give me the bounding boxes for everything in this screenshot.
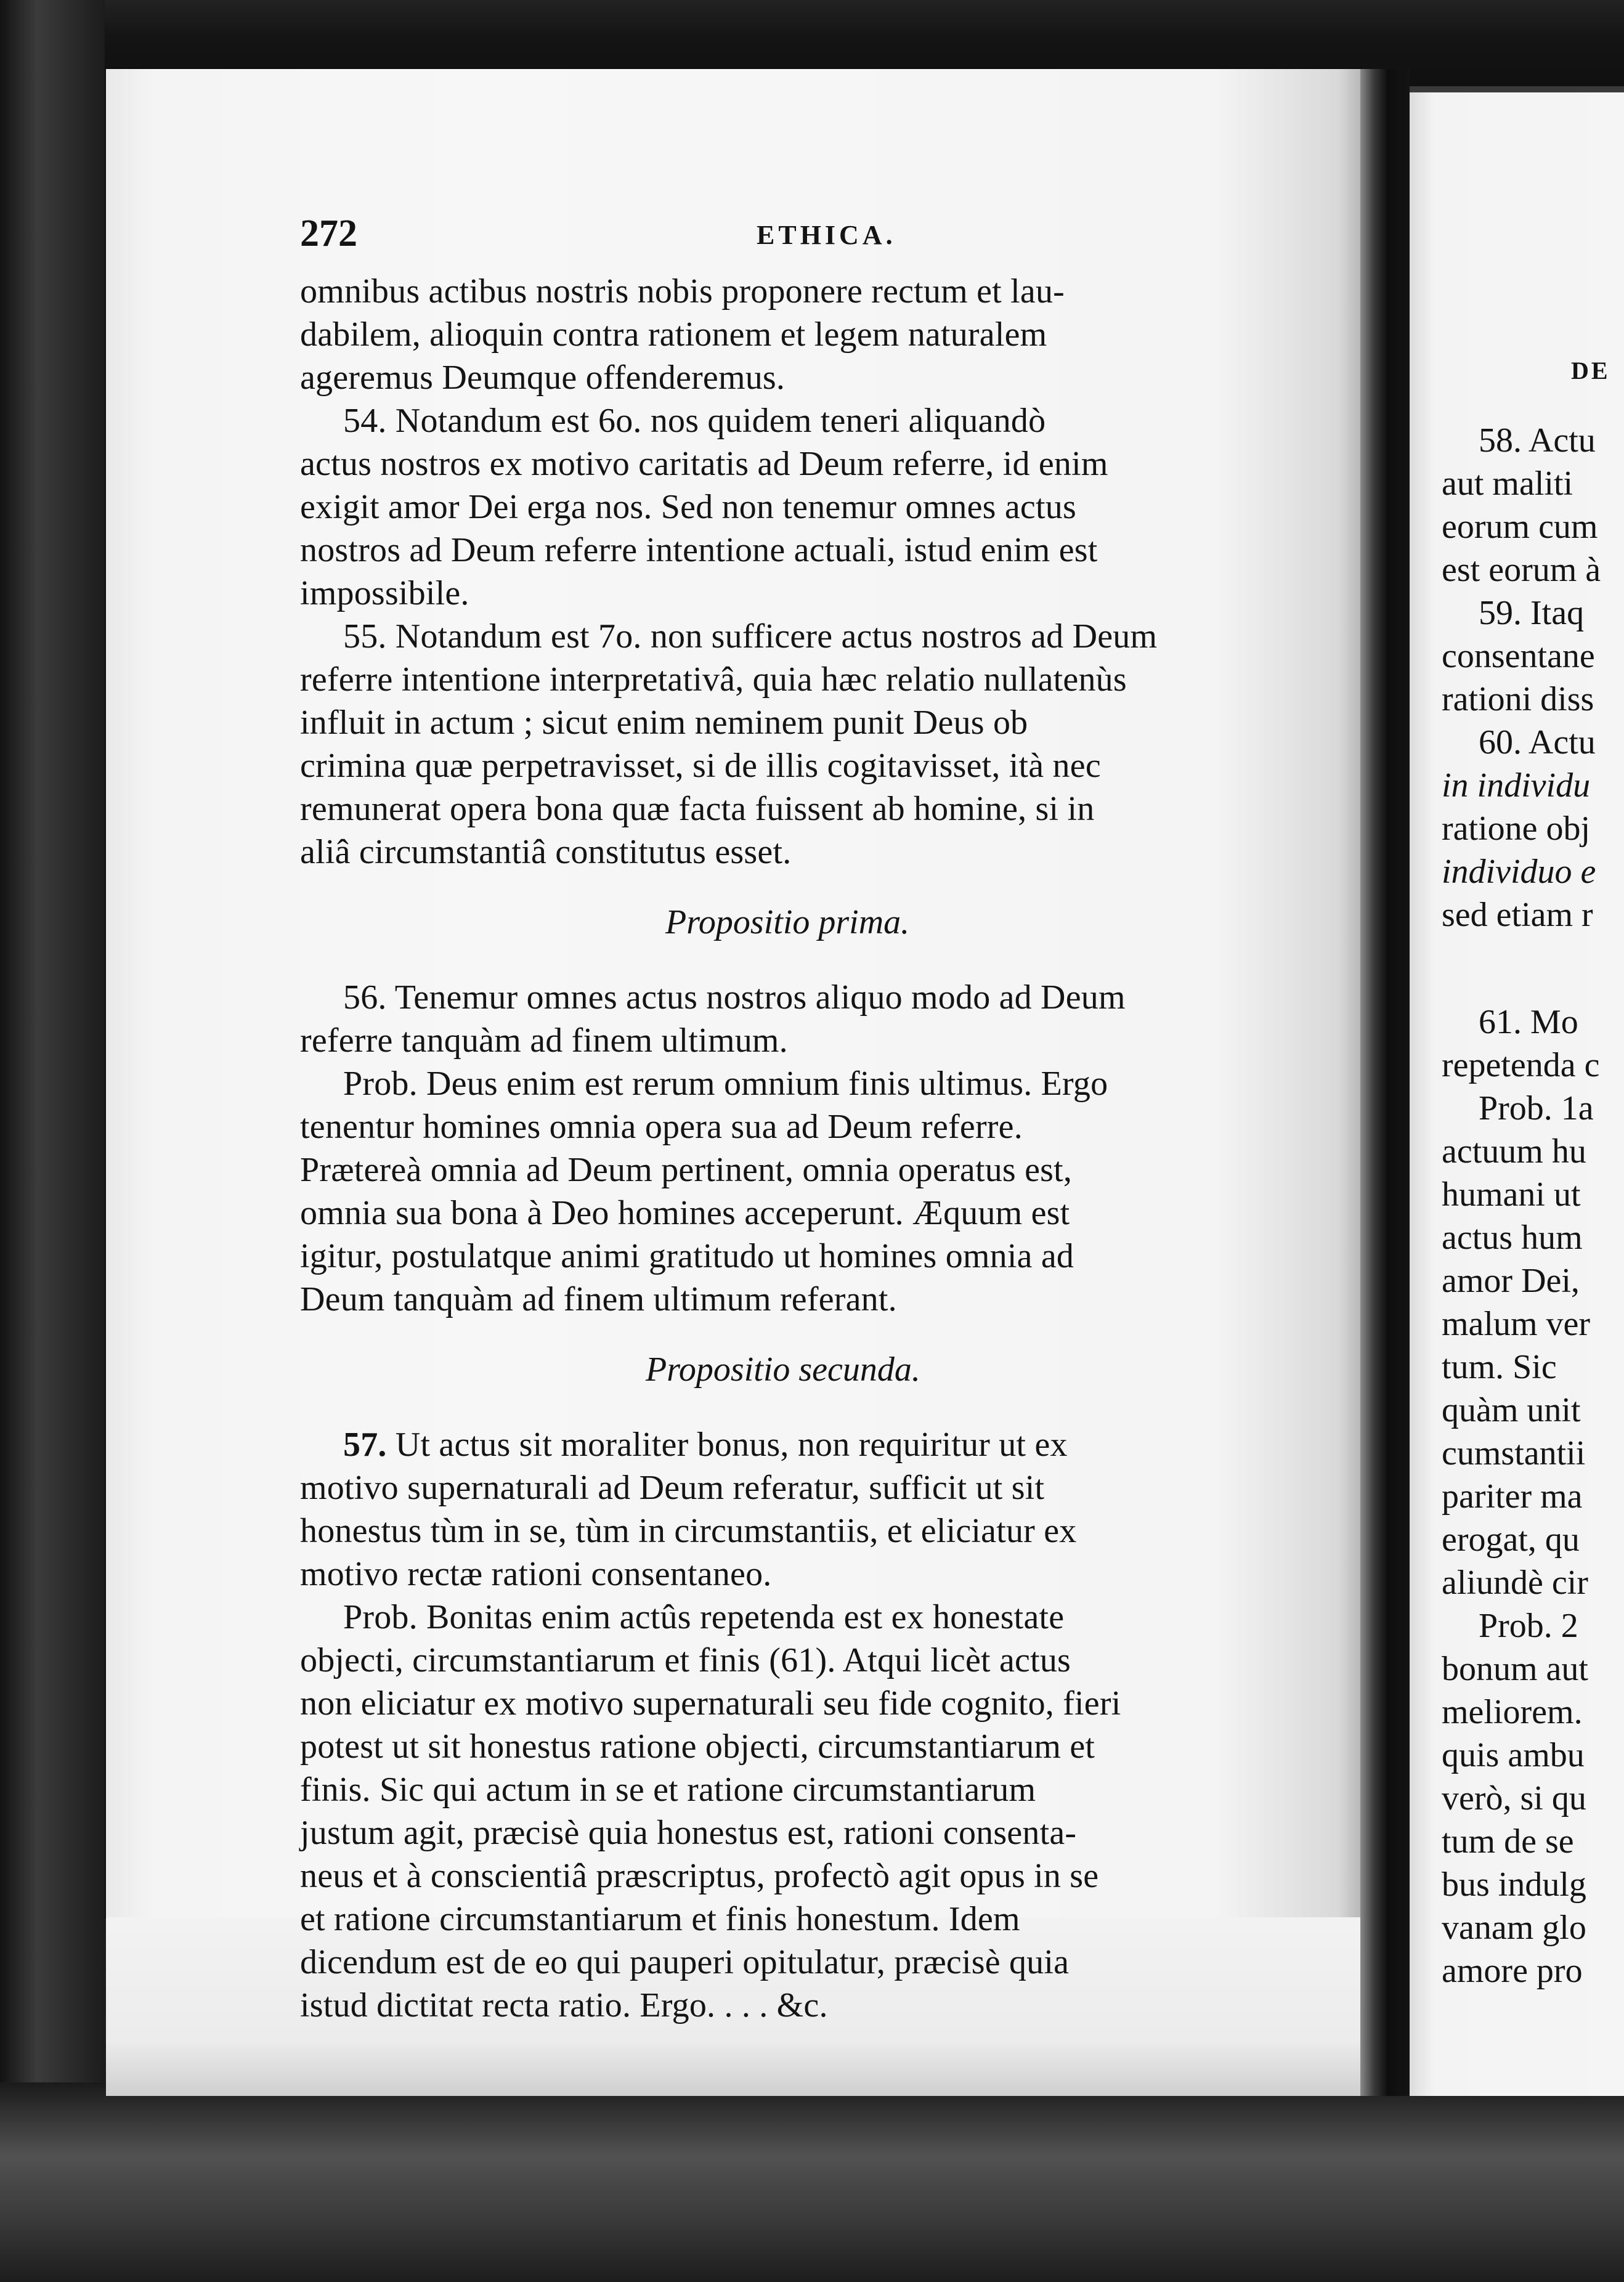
text-line: amor Dei, (1442, 1262, 1580, 1300)
text-line: vanam glo (1442, 1909, 1586, 1947)
text-line: remunerat opera bona quæ facta fuissent ab homine, si in (300, 790, 1095, 828)
text-line: finis. Sic qui actum in se et ratione circumstantiarum (300, 1771, 1036, 1809)
text-line: 58. Actu (1479, 421, 1596, 460)
text-line: referre tanquàm ad finem ultimum. (300, 1021, 788, 1060)
text-line: erogat, qu (1442, 1521, 1580, 1559)
text-line: Prætereà omnia ad Deum pertinent, omnia operatus est, (300, 1151, 1073, 1189)
text-line: Prob. Deus enim est rerum omnium finis ultimus. Ergo (343, 1065, 1108, 1103)
text-line: nostros ad Deum referre intentione actuali, istud enim est (300, 531, 1098, 569)
text-line: actus nostros ex motivo caritatis ad Deum referre, id enim (300, 445, 1108, 483)
text-line: malum ver (1442, 1305, 1591, 1343)
text-line: in individu (1442, 766, 1591, 805)
text-line: 55. Notandum est 7o. non sufficere actus nostros ad Deum (343, 617, 1158, 656)
text-line: dicendum est de eo qui pauperi opitulatur, præcisè quia (300, 1943, 1070, 1981)
text-line: aut maliti (1442, 465, 1573, 503)
text-line: ratione obj (1442, 810, 1591, 848)
text-line: humani ut (1442, 1176, 1581, 1214)
text-line: Prob. 1a (1479, 1089, 1594, 1127)
text-line: bus indulg (1442, 1866, 1586, 1904)
text-line: referre intentione interpretativâ, quia hæc relatio nullatenùs (300, 660, 1127, 699)
text-line: omnibus actibus nostris nobis proponere rectum et lau- (300, 272, 1065, 311)
text-line: justum agit, præcisè quia honestus est, rationi consenta- (300, 1814, 1077, 1852)
text-line: consentane (1442, 637, 1595, 675)
text-line: individuo e (1442, 853, 1596, 891)
text-line: tum de se (1442, 1822, 1574, 1861)
text-line: crimina quæ perpetravisset, si de illis cogitavisset, ità nec (300, 747, 1101, 785)
scan-bottom-edge (0, 2082, 1624, 2282)
text-line: quis ambu (1442, 1736, 1585, 1774)
text-line: 61. Mo (1479, 1003, 1578, 1041)
text-line: potest ut sit honestus ratione objecti, circumstantiarum et (300, 1728, 1095, 1766)
text-line: aliâ circumstantiâ constitutus esset. (300, 833, 792, 871)
section-heading: Propositio prima. (665, 903, 910, 941)
text-line: ageremus Deumque offenderemus. (300, 359, 786, 397)
text-line: objecti, circumstantiarum et finis (61). Atqui licèt actus (300, 1641, 1071, 1679)
text-line: exigit amor Dei erga nos. Sed non tenemur omnes actus (300, 488, 1076, 526)
running-head: ETHICA. (757, 220, 896, 250)
text-line: impossibile. (300, 574, 469, 612)
text-line: actus hum (1442, 1219, 1583, 1257)
text-line: actuum hu (1442, 1132, 1586, 1171)
text-line: motivo rectæ rationi consentaneo. (300, 1555, 772, 1593)
text-line: honestus tùm in se, tùm in circumstantiis, et eliciatur ex (300, 1512, 1077, 1550)
text-line: Prob. Bonitas enim actûs repetenda est ex honestate (343, 1598, 1065, 1636)
text-line: dabilem, alioquin contra rationem et legem naturalem (300, 315, 1047, 354)
text-line: amore pro (1442, 1952, 1583, 1990)
section-heading: Propositio secunda. (646, 1350, 920, 1389)
text-line: Deum tanquàm ad finem ultimum referant. (300, 1280, 897, 1318)
text-line: istud dictitat recta ratio. Ergo. . . . &c. (300, 1986, 828, 2024)
text-line: aliundè cir (1442, 1564, 1588, 1602)
page-number: 272 (300, 213, 357, 254)
text-line: tum. Sic (1442, 1348, 1557, 1386)
paragraph-number: 57. (343, 1426, 387, 1464)
text-line: meliorem. (1442, 1693, 1583, 1731)
text-line: Prob. 2 (1479, 1607, 1578, 1645)
text-line: quàm unit (1442, 1391, 1581, 1429)
text-line: bonum aut (1442, 1650, 1588, 1688)
text-line (343, 1423, 1068, 1466)
text-line: motivo supernaturali ad Deum referatur, sufficit ut sit (300, 1469, 1045, 1507)
text-line: 60. Actu (1479, 723, 1596, 761)
text-line: verò, si qu (1442, 1779, 1586, 1817)
text-line: rationi diss (1442, 680, 1594, 718)
text-line: 56. Tenemur omnes actus nostros aliquo modo ad Deum (343, 978, 1126, 1017)
text-line: pariter ma (1442, 1477, 1583, 1516)
text-line: eorum cum (1442, 508, 1598, 546)
text-line: 59. Itaq (1479, 594, 1585, 632)
text-line: igitur, postulatque animi gratitudo ut homines omnia ad (300, 1237, 1074, 1275)
text-line: 54. Notandum est 6o. nos quidem teneri aliquandò (343, 402, 1046, 440)
book-gutter (1360, 69, 1410, 2096)
text-line: neus et à conscientiâ præscriptus, profectò agit opus in se (300, 1857, 1099, 1895)
right-running-head: DE (1571, 357, 1610, 384)
text-line: omnia sua bona à Deo homines acceperunt. Æquum est (300, 1194, 1070, 1232)
text-line: cumstantii (1442, 1434, 1586, 1472)
text-line: est eorum à (1442, 551, 1601, 589)
text-line: non eliciatur ex motivo supernaturali seu fide cognito, fieri (300, 1684, 1121, 1723)
text-span: Ut actus sit moraliter bonus, non requiritur ut ex (386, 1426, 1068, 1464)
text-line: sed etiam r (1442, 896, 1593, 934)
text-line: tenentur homines omnia opera sua ad Deum referre. (300, 1108, 1023, 1146)
text-line: repetenda c (1442, 1046, 1600, 1084)
text-line: influit in actum ; sicut enim neminem punit Deus ob (300, 704, 1028, 742)
text-line: et ratione circumstantiarum et finis honestum. Idem (300, 1900, 1020, 1938)
